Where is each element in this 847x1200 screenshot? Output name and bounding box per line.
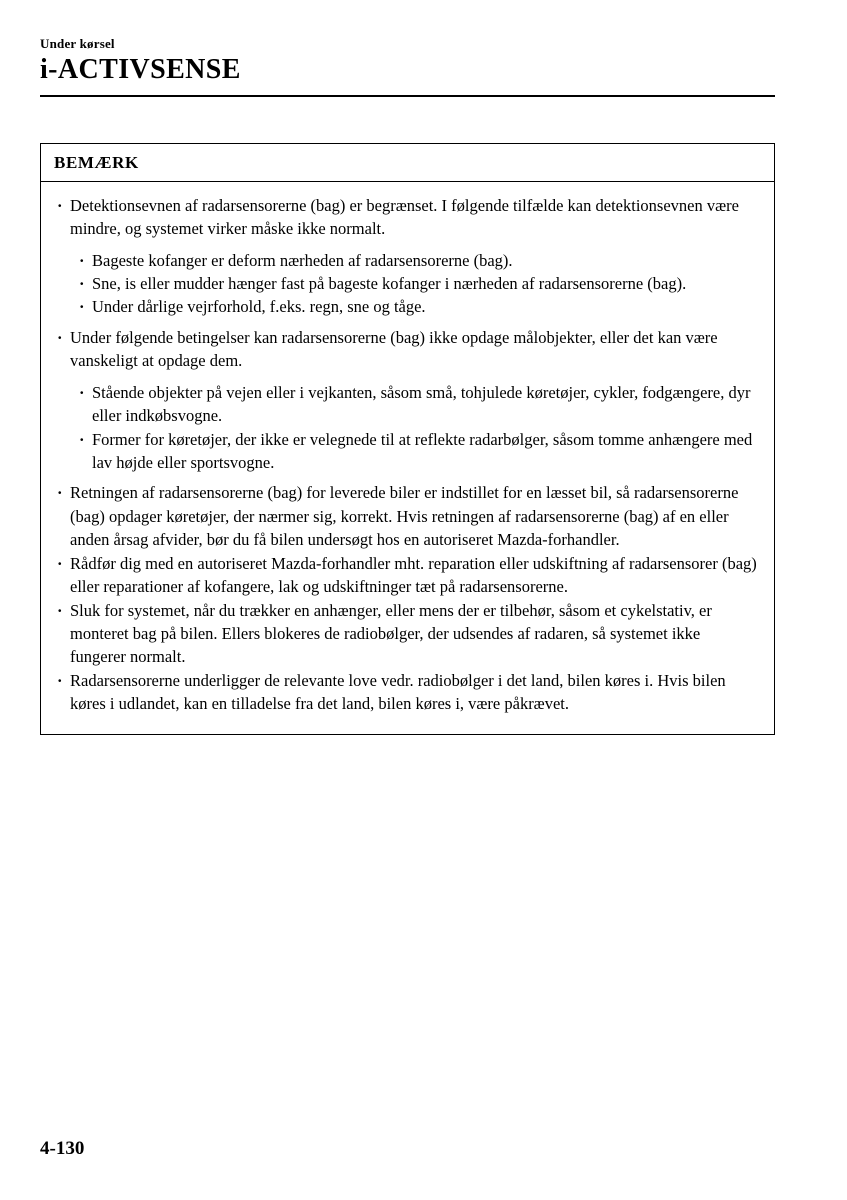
note-subitem-text: Sne, is eller mudder hænger fast på bageste kofanger i nærheden af radarsensorerne (bag). [92,274,687,294]
note-item-text: Under følgende betingelser kan radarsensorerne (bag) ikke opdage målobjekter, eller det kan være vanskeligt at opdage dem. [70,327,718,371]
bullet-icon: · [57,327,63,347]
bullet-icon: · [57,483,63,503]
note-item [57,194,758,241]
title-rule [40,95,775,97]
note-list [41,182,774,734]
note-subitem-text: Bageste kofanger er deform nærheden af radarsensorerne (bag). [92,250,513,270]
note-item [57,552,758,599]
note-item-text: Radarsensorerne underligger de relevante love vedr. radiobølger i det land, bilen køres i. Hvis bilen køres i udlandet, kan en tilladelse fra det land, bilen køres i, være påkrævet. [70,670,726,714]
note-subitem [79,249,758,272]
note-item [57,669,758,716]
note-item-text: Retningen af radarsensorerne (bag) for leverede biler er indstillet for en læsset bil, så radarsensorerne (bag) opdager køretøjer, der nærmer sig, korrekt. Hvis retningen af radarsensorerne (bag) af en eller anden årsag afvider, bør du få bilen undersøgt hos en autoriseret Mazda-forhandler. [70,483,739,550]
note-subitem [79,381,758,428]
note-box-title: BEMÆRK [41,144,774,182]
note-sublist [79,249,758,319]
note-subitem-text: Under dårlige vejrforhold, f.eks. regn, sne og tåge. [92,297,426,317]
note-item-text: Detektionsevnen af radarsensorerne (bag) er begrænset. I følgende tilfælde kan detektionsevnen være mindre, og systemet virker måske ikke normalt. [70,195,739,239]
bullet-icon: · [79,382,85,402]
bullet-icon: · [79,250,85,270]
note-subitem-text: Former for køretøjer, der ikke er velegnede til at reflekte radarbølger, såsom tomme anhængere med lav højde eller sportsvogne. [92,429,753,473]
note-item-text: Sluk for systemet, når du trækker en anhænger, eller mens der er tilbehør, såsom et cykelstativ, er monteret bag på bilen. Ellers blokeres de radiobølger, der udsendes af radaren, så systemet ikke fungerer normalt. [70,600,712,667]
bullet-icon: · [79,274,85,294]
page-title: i-ACTIVSENSE [40,54,241,85]
page-header [40,36,807,97]
note-subitem [79,295,758,318]
note-box [40,143,775,735]
bullet-icon: · [57,670,63,690]
bullet-icon: · [57,600,63,620]
note-subitem [79,428,758,475]
breadcrumb: Under kørsel [40,36,115,51]
bullet-icon: · [79,297,85,317]
note-item [57,481,758,551]
note-item [57,599,758,669]
bullet-icon: · [57,195,63,215]
note-sublist [79,381,758,475]
bullet-icon: · [57,553,63,573]
note-subitem [79,272,758,295]
note-subitem-text: Stående objekter på vejen eller i vejkanten, såsom små, tohjulede køretøjer, cykler, fodgængere, dyr eller indkøbsvogne. [92,382,751,426]
note-item [57,326,758,373]
bullet-icon: · [79,429,85,449]
note-item-text: Rådfør dig med en autoriseret Mazda-forhandler mht. reparation eller udskiftning af radarsensorer (bag) eller reparationer af kofangere, lak og udskiftninger tæt på radarsensorerne. [70,553,757,597]
page-number: 4-130 [40,1138,85,1159]
